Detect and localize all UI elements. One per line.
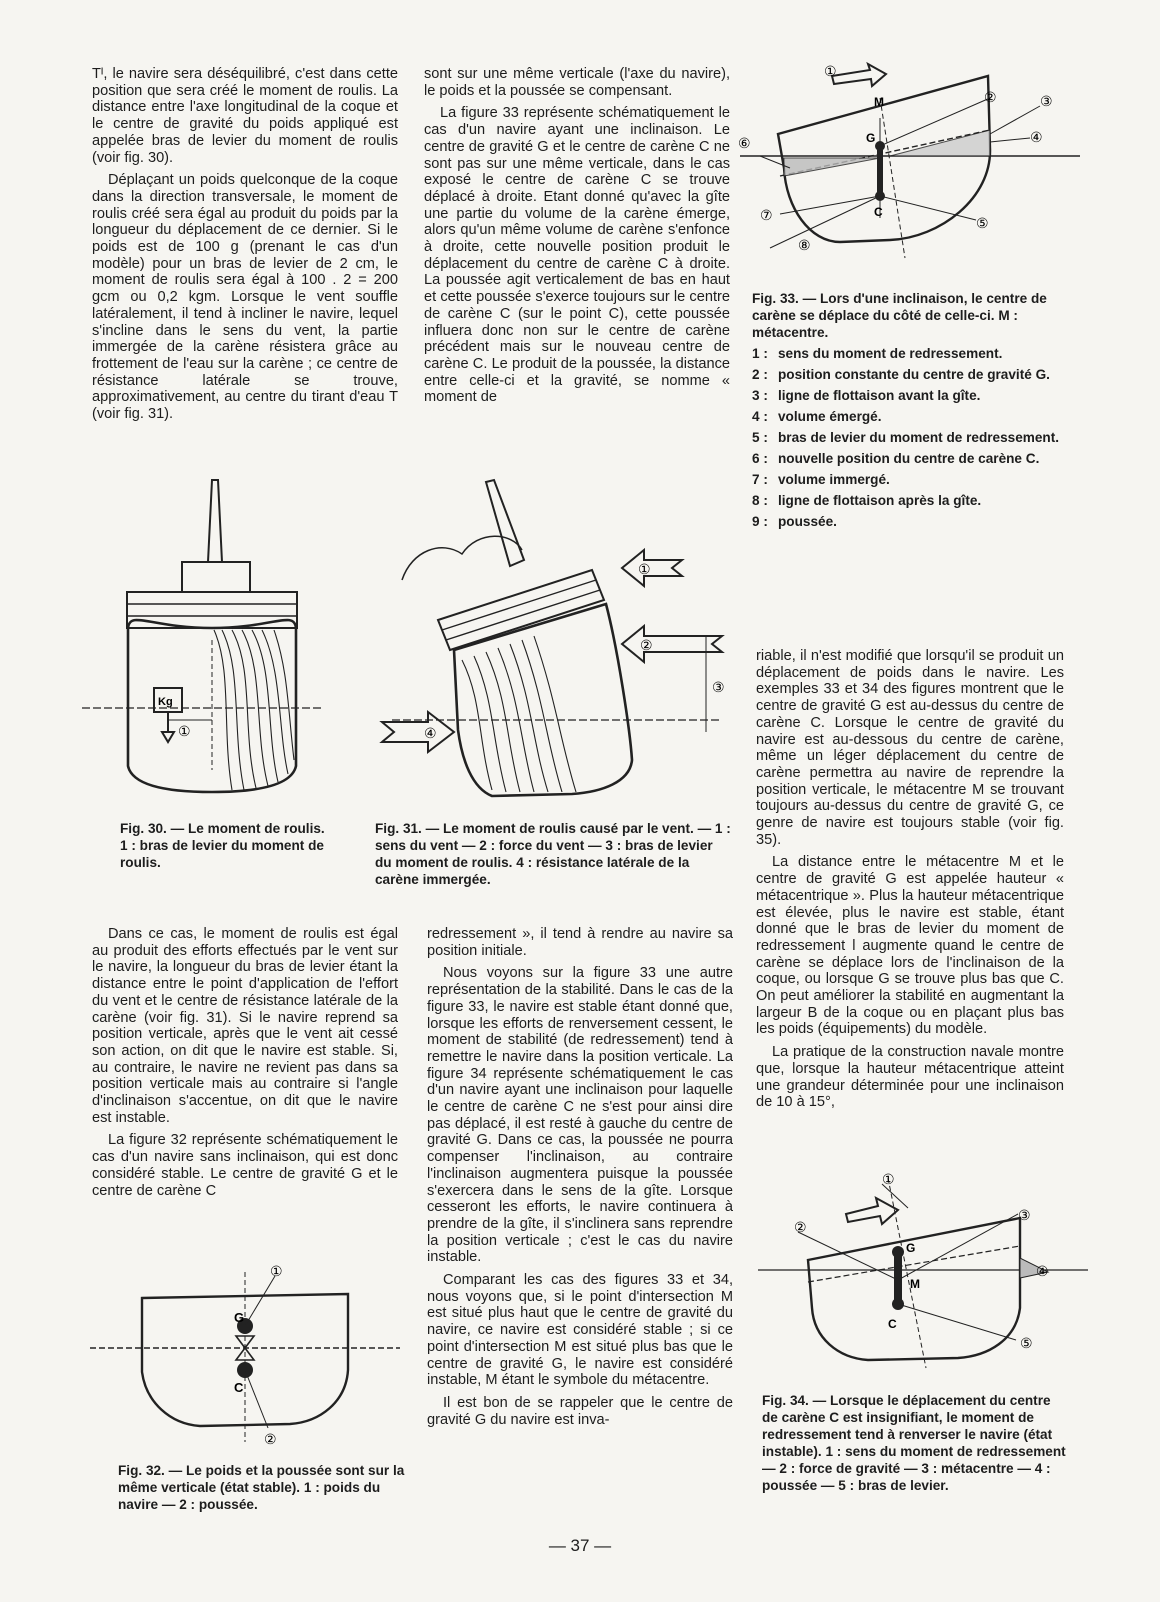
num-1: ①: [638, 561, 651, 577]
paragraph: Il est bon de se rappeler que le centre de gravité G du navire est inva-: [427, 1394, 733, 1428]
label-G: G: [906, 1241, 916, 1255]
weight-label: Kg: [158, 696, 173, 708]
num-2: ②: [640, 637, 653, 653]
label-G: G: [866, 131, 876, 145]
label-C: C: [874, 205, 883, 219]
body-text-col2-top: [424, 66, 730, 412]
caption-text: Fig. 32. — Le poids et la poussée sont sur la même verticale (état stable). 1 : poids du navire — 2 : poussée.: [118, 1463, 405, 1512]
num-3: ③: [1018, 1207, 1031, 1223]
num-3: ③: [712, 679, 725, 695]
paragraph: Dans ce cas, le moment de roulis est égal au produit des efforts effectués par le vent sur le navire, la longueur du bras de levier étant la distance entre le point d'application de l'effort du vent et le centre de résistance latérale de la carène (voir fig. 31). Si le navire reprend sa position verticale, après que le vent ait cessé son action, on dit que le navire est stable. Si, au contraire, le navire ne revient pas dans sa position verticale mais au contraire si l'angle d'inclinaison s'accentue, on dit que le navire est instable.: [92, 926, 398, 1126]
label-G: G: [234, 1310, 245, 1325]
num-4: ④: [424, 725, 437, 741]
fig33-caption: [752, 290, 1062, 341]
legend-item: 1 : sens du moment de redressement.: [752, 346, 1003, 361]
fig30-caption: [120, 820, 330, 871]
paragraph: Comparant les cas des figures 33 et 34, nous voyons que, si le point d'intersection M est situé plus haut que le centre de gravité du navire, ce navire est considéré stable ; si ce point d'intersection M est situé plus bas que le centre de gravité G, le navire est considéré instable, M étant le symbole du métacentre.: [427, 1272, 733, 1389]
fig32-caption: [118, 1462, 408, 1513]
paragraph: Déplaçant un poids quelconque de la coque dans la direction transversale, le moment de roulis créé sera égal au produit du poids par la longueur du déplacement de ce dernier. Si le poids est de 100 g (prenant le cas d'un modèle) pour un bras de levier de 2 cm, le moment de roulis sera égal à 100 . 2 = 200 gcm ou 0,2 kgm. Lorsque le vent souffle latéralement, il tend à incliner le navire, lequel s'incline dans le sens du vent, la partie immergée de la carène résistera grâce au frottement de l'eau sur la carène ; ce centre de résistance latérale se trouve, approximativement, au centre du tirant d'eau T (voir fig. 31).: [92, 172, 398, 423]
legend-item: 2 : position constante du centre de gravité G.: [752, 367, 1050, 382]
paragraph: Tᴵ, le navire sera déséquilibré, c'est dans cette position que sera créé le moment de roulis. La distance entre l'axe longitudinal de la coque et le centre de gravité du poids appliqué est appelée bras de levier du moment de roulis (voir fig. 30).: [92, 66, 398, 166]
figure-33-diagram: [740, 58, 1080, 280]
legend-item: 3 : ligne de flottaison avant la gîte.: [752, 388, 981, 403]
page-number: — 37 —: [548, 1536, 612, 1555]
figure-32-diagram: [90, 1262, 400, 1448]
legend-item: 7 : volume immergé.: [752, 472, 890, 487]
num-2: ②: [794, 1219, 807, 1235]
num-4: ④: [1036, 1263, 1049, 1279]
num-2: ②: [264, 1431, 277, 1447]
paragraph: La distance entre le métacentre M et le centre de gravité G est appelée hauteur « métacentrique ». Plus la hauteur métacentrique est élevée, plus le navire est stable, étant donné que le bras de levier du moment de redressement l augmente quand le centre de carène se déplace lors de l'inclinaison de la coque, ou lorsque G se trouve plus bas que C. On peut améliorer la stabilité en augmentant la largeur B de la coque ou en plaçant plus bas les poids (équipements) du modèle.: [756, 854, 1064, 1038]
caption-text: Fig. 31. — Le moment de roulis causé par le vent. — 1 : sens du vent — 2 : force du vent — 3 : bras de levier du moment de roulis. 4 : résistance latérale de la carène immergée.: [375, 821, 731, 887]
num-1: ①: [178, 723, 191, 739]
caption-text: Fig. 33. — Lors d'une inclinaison, le centre de carène se déplace du côté de celle-ci. M : métacentre.: [752, 291, 1047, 340]
num-4: ④: [1030, 129, 1043, 145]
figure-34-diagram: [758, 1168, 1088, 1378]
num-1: ①: [270, 1263, 283, 1279]
paragraph: La pratique de la construction navale montre que, lorsque la hauteur métacentrique atteint une grandeur déterminée pour une inclinaison de 10 à 15°,: [756, 1044, 1064, 1111]
body-text-col1-bottom: [92, 926, 398, 1205]
fig31-caption: [375, 820, 731, 888]
label-M: M: [874, 95, 884, 109]
body-text-col1-top: [92, 66, 398, 429]
num-7: ⑦: [760, 207, 773, 223]
legend-item: 4 : volume émergé.: [752, 409, 882, 424]
num-1: ①: [824, 63, 837, 79]
num-2: ②: [984, 89, 997, 105]
figure-30-diagram: [82, 470, 322, 800]
num-3: ③: [1040, 93, 1053, 109]
paragraph: riable, il n'est modifié que lorsqu'il se produit un déplacement de poids dans le navire. Les exemples 33 et 34 des figures montrent que le centre de gravité G est au-dessus du centre de carène C. Lorsque le centre de gravité du navire est au-dessous du centre de carène, même un léger déplacement du centre de carène permettra au navire de reprendre la position verticale, le métacentre M se trouvant toujours au-dessus du centre de gravité G, ce genre de navire est toujours stable (voir fig. 35).: [756, 648, 1064, 848]
legend-item: 8 : ligne de flottaison après la gîte.: [752, 493, 982, 508]
legend-item: 6 : nouvelle position du centre de carène C.: [752, 451, 1040, 466]
paragraph: sont sur une même verticale (l'axe du navire), le poids et la poussée se compensant.: [424, 66, 730, 99]
num-6: ⑥: [738, 135, 751, 151]
label-C: C: [888, 1317, 897, 1331]
fig34-caption: [762, 1392, 1070, 1494]
num-5: ⑤: [1020, 1335, 1033, 1351]
legend-item: 9 : poussée.: [752, 514, 837, 529]
body-text-col3: [756, 648, 1064, 1117]
figure-31-diagram: [382, 470, 732, 810]
label-C: C: [234, 1380, 244, 1395]
paragraph: La figure 33 représente schématiquement le cas d'un navire ayant une inclinaison. Le centre de gravité G et le centre de carène C ne sont pas sur une même verticale, dans le cas exposé le centre de carène C se trouve déplacé à droite. Etant donné qu'avec la gîte une partie du volume de la carène émerge, alors qu'un même volume de carène s'enfonce à droite, cette nouvelle position produit le déplacement du centre de carène C à droite. La poussée agit verticalement de bas en haut et cette poussée s'exerce toujours sur le centre de carène C (sur le point C), cette poussée influera donc non sur le centre de carène précédent mais sur le nouveau centre de carène C. Le produit de la poussée, la distance entre celle-ci et la gravité, se nomme « moment de: [424, 105, 730, 406]
paragraph: Nous voyons sur la figure 33 une autre représentation de la stabilité. Dans le cas de la figure 33, le navire est stable étant donné que, lorsque les efforts de renversement cessent, le moment de stabilité (de redressement) tend à remettre le navire dans la position verticale. La figure 34 représente schématiquement le cas d'un navire ayant une inclinaison pour laquelle le centre de carène C ne s'est pour ainsi dire pas déplacé, il est resté à gauche du centre de gravité G. Dans ce cas, la poussée ne pourra compenser l'inclinaison, au contraire l'inclinaison augmentera puisque la poussée s'exercera dans le sens de la gîte. Lorsque cesseront les efforts, le navire continuera à prendre de la gîte, il s'inclinera sans reprendre la position verticale ; c'est le cas du navire instable.: [427, 965, 733, 1266]
paragraph: redressement », il tend à rendre au navire sa position initiale.: [427, 926, 733, 959]
num-1: ①: [882, 1171, 895, 1187]
fig33-legend: [752, 345, 1062, 534]
caption-text: Fig. 34. — Lorsque le déplacement du centre de carène C est insignifiant, le moment de redressement tend à renverser le navire (état instable). 1 : sens du moment de redressement — 2 : force de gravité — 3 : métacentre — 4 : poussée — 5 : bras de levier.: [762, 1393, 1066, 1493]
num-5: ⑤: [976, 215, 989, 231]
body-text-col2-bottom: [427, 926, 733, 1434]
paragraph: La figure 32 représente schématiquement le cas d'un navire sans inclinaison, qui est donc considéré stable. Le centre de gravité G et le centre de carène C: [92, 1132, 398, 1199]
label-M: M: [910, 1277, 920, 1291]
num-8: ⑧: [798, 237, 811, 253]
caption-text: Fig. 30. — Le moment de roulis. 1 : bras de levier du moment de roulis.: [120, 821, 325, 870]
legend-item: 5 : bras de levier du moment de redressement.: [752, 430, 1060, 445]
